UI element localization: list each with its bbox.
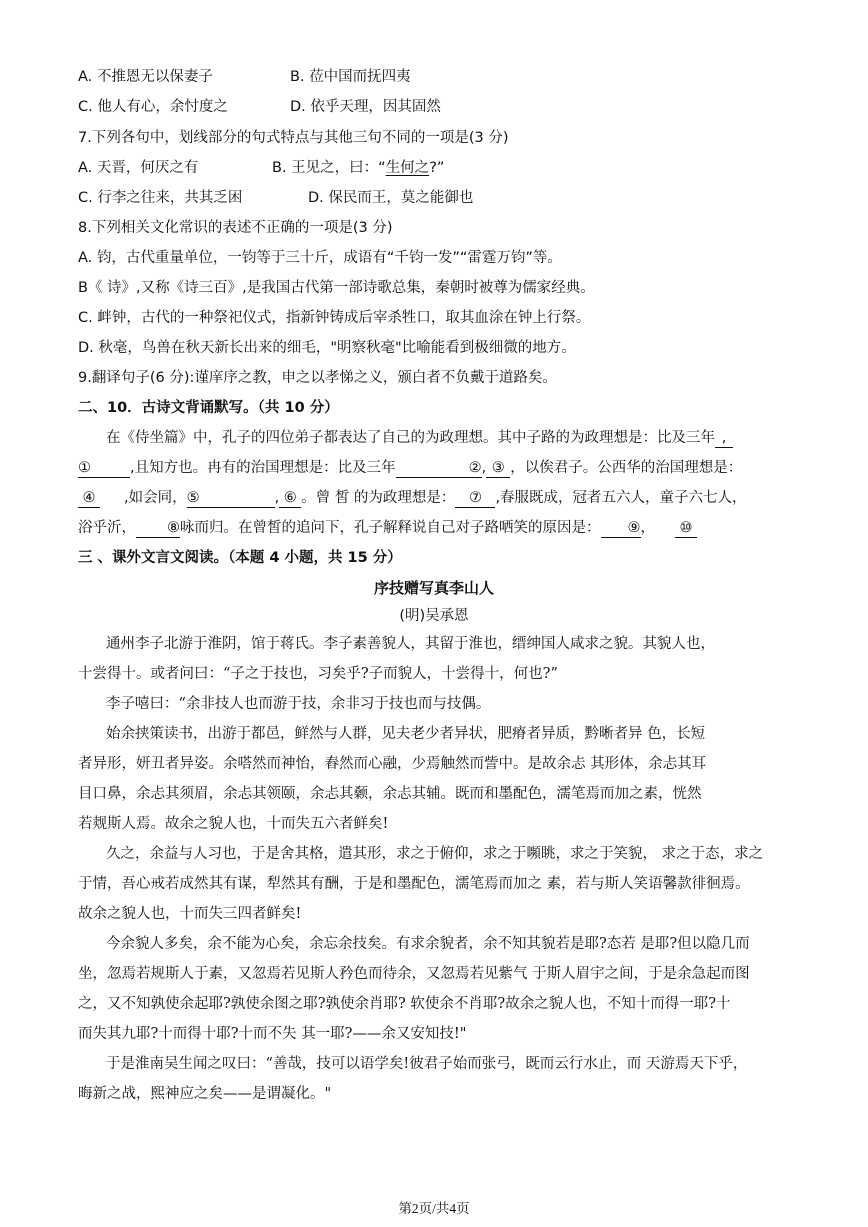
passage-p6-line-2: 晦新之战，熙神应之矣——是谓凝化。" (78, 1086, 332, 1102)
passage-p2: 李子嘻曰：“余非技人也而游于技，余非习于技也而与技偶。 (106, 696, 491, 712)
passage-p3-line-4: 若觌斯人焉。故余之貌人也，十而失五六者鲜矣! (78, 816, 389, 832)
passage-p3-line-1: 始余挟策读书，出游于都邑，鲜然与人群，见夫老少者异状，肥瘠者异质，黔晰者异 色，长短 (106, 726, 706, 742)
blank-3: ③ (486, 459, 510, 478)
q6-option-b: B. 莅中国而抚四夷 (290, 69, 411, 85)
section2-heading: 二、10．古诗文背诵默写。（共 10 分） (78, 400, 339, 416)
q6-option-c: C. 他人有心，余忖度之 (78, 99, 228, 115)
q7-option-a: A. 天晋，何厌之有 (78, 160, 199, 176)
passage-p6-line-1: 于是淮南吴生闻之叹曰：“善哉，技可以语学矣!彼君子始而张弓，既而云行水止，而 天游焉天下乎， (106, 1056, 748, 1072)
q7-option-d: D. 保民而王，莫之能御也 (308, 190, 474, 206)
q8-option-b: B《 诗》,又称《诗三百》,是我国古代第一部诗歌总集，秦朝时被尊为儒家经典。 (78, 280, 595, 296)
q7-option-c: C. 行李之往来，共其乏困 (78, 190, 243, 206)
passage-p4-line-2: 于情，吾心戒若成然其有谋，犁然其有酬，于是和墨配色，濡笔焉而加之 素，若与斯人笑语馨款徘徊焉。 (78, 876, 750, 892)
passage-p4-line-3: 故余之貌人也，十而失三四者鲜矣! (78, 906, 302, 922)
passage-p1-line-1: 通州李子北游于淮阴，馆于蒋氏。李子素善貌人，其留于淮也，缙绅国人咸求之貌。其貌人也， (106, 636, 715, 652)
section2-line-2: ① ,且知方也。冉有的治国理想是：比及三年 ②, ③ ，以俟君子。公西华的治国理想是： (78, 460, 743, 476)
passage-title: 序技赠写真李山人 (373, 579, 494, 597)
passage-p5-line-1: 今余貌人多矣，余不能为心矣，余忘余技矣。有求余貌者，余不知其貌若是耶?态若 是耶?但以隐几而 (106, 936, 750, 952)
q8-stem: 8.下列相关文化常识的表述不正确的一项是(3 分) (78, 220, 393, 236)
q9: 9.翻译句子(6 分):谨庠序之教，申之以孝悌之义，颁白者不负戴于道路矣。 (78, 370, 557, 386)
section2-line-4: 浴乎沂， ⑧咏而归。在曾皙的追问下，孔子解释说自己对子路哂笑的原因是： ⑨， ⑩ (78, 518, 697, 538)
blank-9: ⑨ (601, 519, 641, 538)
q7-option-b: B. 王见之，曰：“生何之?” (272, 160, 445, 176)
q6-option-d: D. 依乎天理，因其固然 (290, 99, 441, 115)
blank-1: ① (78, 459, 130, 478)
blank-7: ⑦ (455, 489, 495, 508)
blank-10: ⑩ (675, 519, 697, 538)
blank-5: ⑤ (187, 489, 275, 508)
passage-p5-line-4: 而失其九耶?十而得十耶?十而不失 其一耶?——余又安知技!" (78, 1026, 467, 1042)
section2-line-1: 在《侍坐篇》中，孔子的四位弟子都表达了自己的为政理想。其中子路的为政理想是：比及三年 , (106, 428, 733, 448)
passage-p4-line-1: 久之，余益与人习也，于是舍其格，遣其形，求之于俯仰，求之于嚬眺，求之于笑貌， 求之于态，求之 (106, 846, 764, 862)
section3-heading: 三 、课外文言文阅读。（本题 4 小题，共 15 分） (78, 550, 402, 566)
blank-8: ⑧ (136, 519, 180, 538)
blank-4: ④ (78, 489, 100, 508)
passage-p3-line-2: 者异形，妍丑者异姿。余嗒然而神怡，舂然而心融，少焉触然而訾中。是故余忐 其形体，余忐其耳 (78, 756, 707, 772)
passage-p5-line-3: 之，又不知孰使余起耶?孰使余图之耶?孰使余肖耶? 软使余不肖耶?故余之貌人也，不知十而得一耶?十 (78, 996, 731, 1012)
passage-author: (明)吴承恩 (399, 608, 469, 624)
q8-option-c: C. 衅钟，古代的一种祭祀仪式，指新钟铸成后宰杀牲口，取其血涂在钟上行祭。 (78, 310, 591, 326)
q7-stem: 7.下列各句中，划线部分的句式特点与其他三句不同的一项是(3 分) (78, 130, 509, 146)
passage-p5-line-2: 坐，忽焉若规斯人于素，又忽焉若见斯人矜色而待余，又忽焉若见紫气 于斯人眉宇之间，于是余急起而图 (78, 966, 750, 982)
section2-line-3: ④ ,如会同，⑤ , ⑥ 。曾 皙 的为政理想是： ⑦ ,春服既成，冠者五六人，童子六七人， (78, 488, 747, 508)
q6-option-a: A. 不推恩无以保妻子 (78, 69, 213, 85)
blank-6: ⑥ (279, 489, 301, 508)
page-footer: 第2页/共4页 (398, 1201, 470, 1216)
passage-p1-line-2: 十尝得十。或者问曰：“子之于技也，习矣乎?子而貌人，十尝得十，何也?” (78, 666, 558, 682)
q7-option-b-underlined: 生何之 (385, 160, 430, 176)
blank-2: ② (396, 459, 482, 478)
q8-option-a: A. 钧，古代重量单位，一钧等于三十斤，成语有“千钧一发”“雷霆万钧”等。 (78, 250, 562, 266)
q8-option-d: D. 秋毫，鸟兽在秋天新长出来的细毛，"明察秋毫"比喻能看到极细微的地方。 (78, 340, 576, 356)
passage-p3-line-3: 目口鼻，余忐其须眉，余忐其领颐，余忐其颡，余忐其辅。既而和墨配色，濡笔焉而加之素，恍然 (78, 786, 702, 802)
